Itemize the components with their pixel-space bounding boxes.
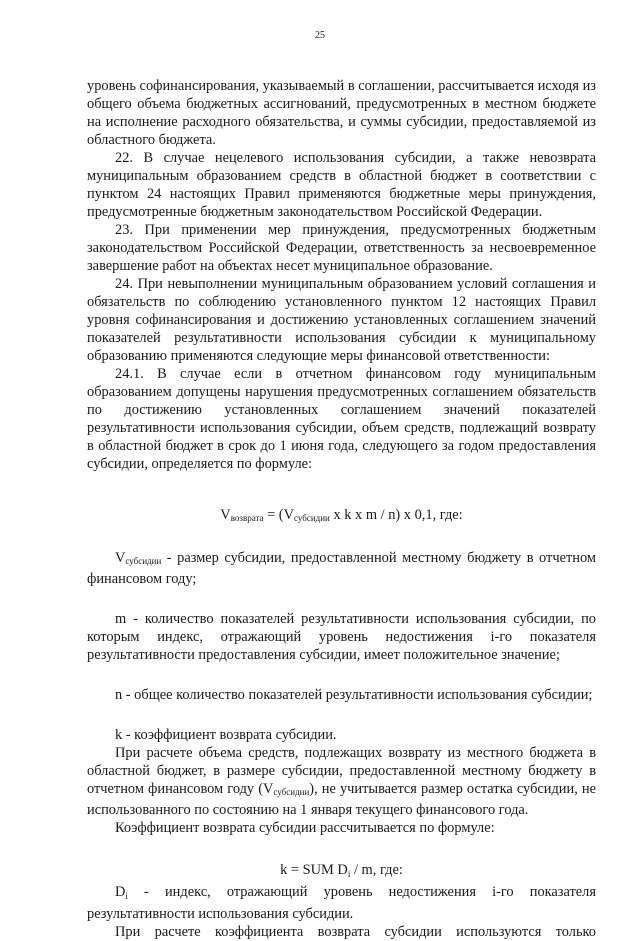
paragraph-24-1: 24.1. В случае если в отчетном финансовом году муниципальным образованием допущены нарушения предусмотренных соглашением обязательств по достижению установленных соглашением значений показателей результативности использования субсидии, объем средств, подлежащий возврату в областной бюджет в срок до 1 июня года, следующего за годом предоставления субсидии, определяется по формуле: (87, 366, 596, 472)
document-body (87, 77, 596, 941)
definition-k: k - коэффициент возврата субсидии. (115, 727, 337, 743)
page-number: 25 (315, 30, 325, 41)
formula-sub-return: возврата (230, 513, 264, 523)
formula2-right: / m, где: (350, 862, 403, 878)
paragraph-22: 22. В случае нецелевого использования субсидии, а также невозврата муниципальным образованием средств в областной бюджет в соответствии с пунктом 24 настоящих Правил применяются бюджетные меры принуждения, предусмотренные бюджетным законодательством Российской Федерации. (87, 150, 596, 220)
paragraph-intro: уровень софинансирования, указываемый в соглашении, рассчитывается исходя из общего объема бюджетных ассигнований, предусмотренных в местном бюджете на исполнение расходного обязательства, и суммы субсидии, предоставляемой из областного бюджета. (87, 78, 596, 148)
calc-sub: субсидии (273, 787, 310, 797)
definition-di (87, 883, 596, 923)
definition-di-symbol: D (115, 884, 126, 900)
definition-di-sub: i (125, 891, 128, 901)
paragraph-calc (87, 744, 596, 819)
definition-m: m - количество показателей результативности использования субсидии, по которым индекс, отражающий уровень недостижения i-го показателя результативности предоставления субсидии, имеет положительное значение; (87, 611, 596, 663)
calc-part2: ), не учитывается размер остатка субсидии, не использованного по состоянию на 1 января текущего финансового года. (87, 781, 596, 818)
definition-v-sub: субсидии (125, 556, 162, 566)
definition-di-text: - индекс, отражающий уровень недостижения i-го показателя результативности использования субсидии. (87, 884, 596, 922)
definition-n: n - общее количество показателей результативности использования субсидии; (115, 687, 593, 703)
paragraph-23: 23. При применении мер принуждения, предусмотренных бюджетным законодательством Российской Федерации, ответственность за несвоевременное завершение работ на объектах несет муниципальное образование. (87, 222, 596, 274)
formula2-sub: i (347, 869, 351, 879)
formula-rest: x k x m / n) x 0,1, где: (329, 507, 463, 523)
paragraph-24: 24. При невыполнении муниципальным образованием условий соглашения и обязательств по соблюдению установленного пунктом 12 настоящих Правил уровня софинансирования и достижению установленных соглашением значений показателей результативности использования субсидии к муниципальному образованию применяются следующие меры финансовой ответственности: (87, 276, 596, 364)
formula2-left: k = SUM D (280, 862, 348, 878)
calc-part1: При расчете объема средств, подлежащих возврату из местного бюджета в областной бюджет, в размере субсидии, предоставленной местному бюджету в отчетном финансовом году (V (87, 745, 596, 797)
formula-sub-subsidy: субсидии (294, 513, 330, 523)
paragraph-coef-intro: Коэффициент возврата субсидии рассчитывается по формуле: (115, 820, 495, 836)
paragraph-tail: При расчете коэффициента возврата субсидии используются только (115, 924, 596, 940)
formula-coefficient (87, 861, 596, 883)
formula-return-volume (87, 506, 596, 527)
definition-v-symbol: V (115, 550, 126, 566)
definition-v (87, 549, 596, 588)
formula-v: V (220, 507, 231, 523)
formula-mid: = (V (263, 507, 294, 523)
definition-v-text: - размер субсидии, предоставленной местному бюджету в отчетном финансовом году; (87, 550, 596, 587)
